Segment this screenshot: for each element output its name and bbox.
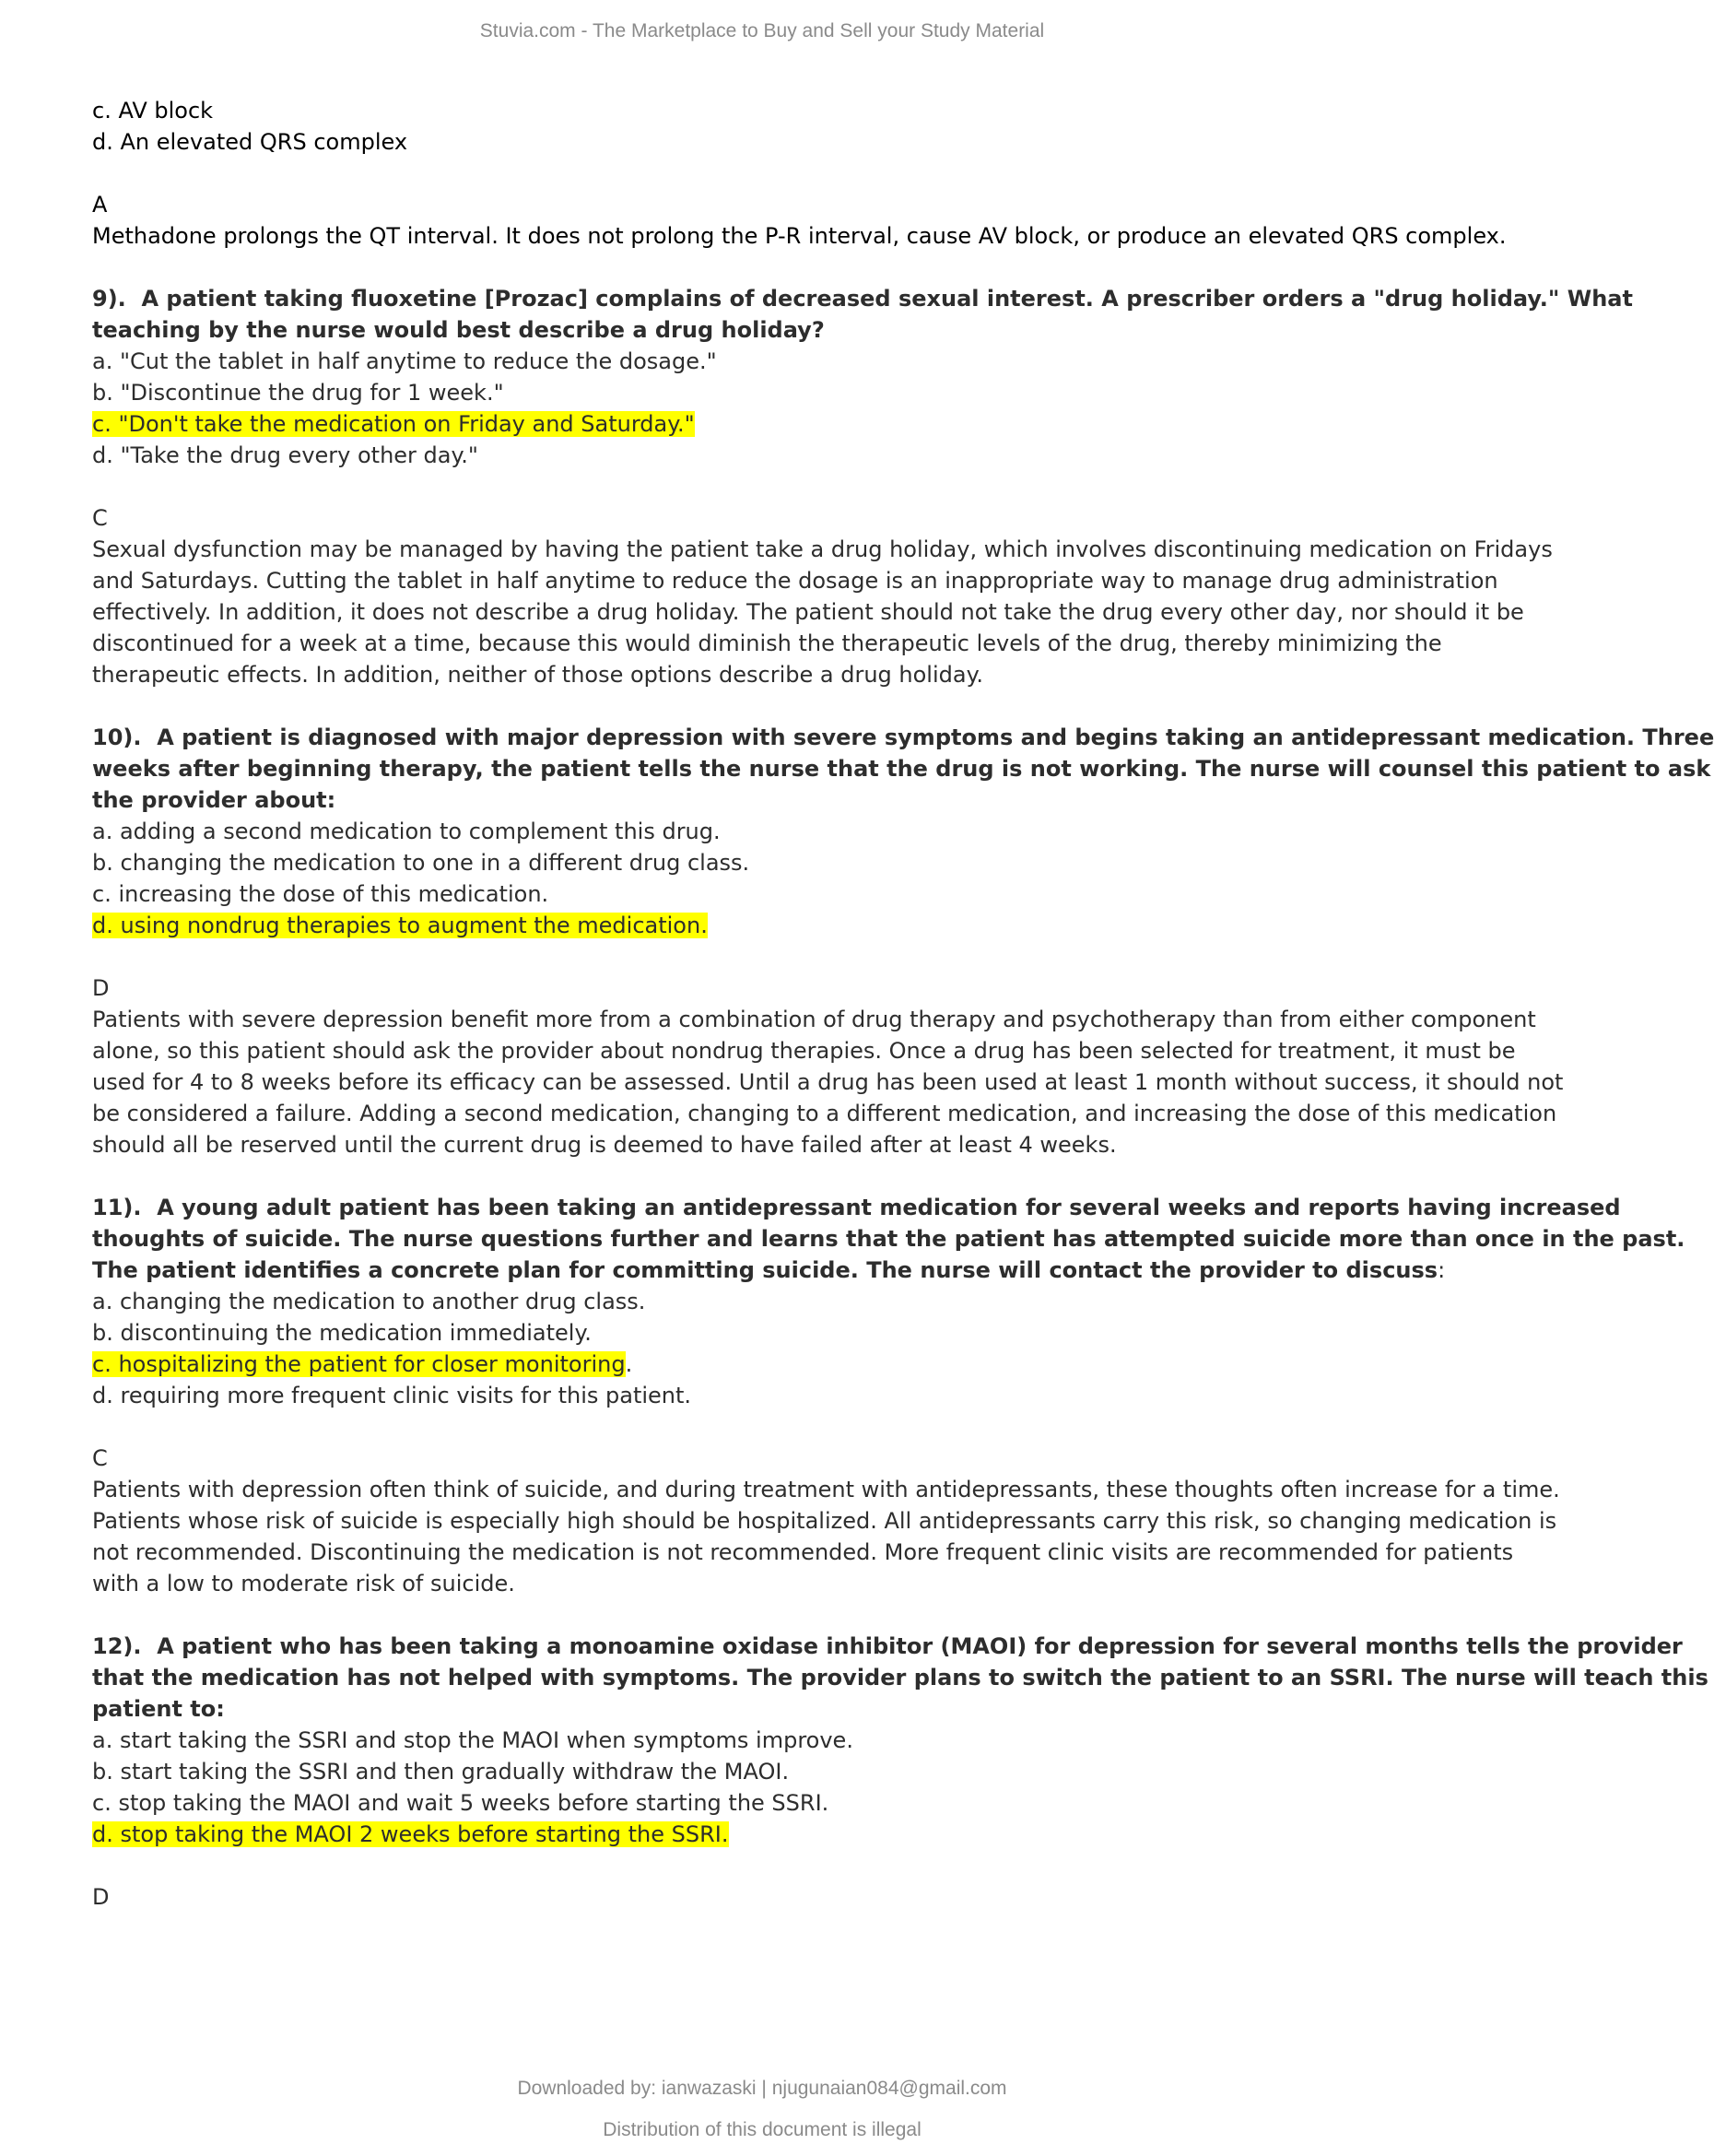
- q10-rationale-line-1: Patients with severe depression benefit more from a combination of drug therapy and psychotherapy than from either component: [92, 1007, 1536, 1032]
- q9-rationale-line-5: therapeutic effects. In addition, neither of those options describe a drug holiday.: [92, 662, 983, 688]
- q9-answer: C: [92, 505, 108, 531]
- q9-option-c-highlighted: c. "Don't take the medication on Friday and Saturday.": [92, 411, 695, 437]
- q9-option-b: b. "Discontinue the drug for 1 week.": [92, 380, 504, 406]
- q12-stem-line-3: patient to:: [92, 1696, 225, 1722]
- q11-rationale-line-1: Patients with depression often think of suicide, and during treatment with antidepressants, these thoughts often increase for a time.: [92, 1477, 1560, 1502]
- q10-option-a: a. adding a second medication to complement this drug.: [92, 819, 721, 844]
- q9-rationale-line-3: effectively. In addition, it does not describe a drug holiday. The patient should not take the drug every other day, nor should it be: [92, 599, 1524, 625]
- q9-rationale-line-1: Sexual dysfunction may be managed by having the patient take a drug holiday, which involves discontinuing medication on Fridays: [92, 536, 1553, 562]
- q9-stem-line-2: teaching by the nurse would best describe a drug holiday?: [92, 317, 825, 343]
- q11-option-c-highlighted: c. hospitalizing the patient for closer monitoring: [92, 1351, 626, 1377]
- q12-option-c: c. stop taking the MAOI and wait 5 weeks before starting the SSRI.: [92, 1790, 829, 1816]
- q11-option-c-period: .: [625, 1351, 633, 1377]
- q10-option-c: c. increasing the dose of this medication.: [92, 881, 549, 907]
- distribution-notice: Distribution of this document is illegal: [603, 2119, 922, 2140]
- q10-stem-line-2: weeks after beginning therapy, the patient tells the nurse that the drug is not working. The nurse will counsel this patient to ask: [92, 756, 1711, 782]
- q11-rationale-line-3: not recommended. Discontinuing the medication is not recommended. More frequent clinic visits are recommended for patients: [92, 1539, 1514, 1565]
- q11-rationale-line-2: Patients whose risk of suicide is especially high should be hospitalized. All antidepressants carry this risk, so changing medication is: [92, 1508, 1557, 1534]
- document-body: [92, 95, 1714, 1913]
- q12-option-a: a. start taking the SSRI and stop the MAOI when symptoms improve.: [92, 1727, 853, 1753]
- q11-stem-line-3: The patient identifies a concrete plan for committing suicide. The nurse will contact the provider to discuss: [92, 1257, 1438, 1283]
- q11-stem-line-1: 11). A young adult patient has been taking an antidepressant medication for several weeks and reports having increased: [92, 1195, 1621, 1220]
- q12-option-b: b. start taking the SSRI and then gradually withdraw the MAOI.: [92, 1759, 790, 1785]
- q11-stem-colon: :: [1438, 1257, 1446, 1283]
- q9-rationale-line-4: discontinued for a week at a time, because this would diminish the therapeutic levels of the drug, thereby minimizing the: [92, 630, 1442, 656]
- q12-option-d-highlighted: d. stop taking the MAOI 2 weeks before starting the SSRI.: [92, 1821, 729, 1847]
- q10-option-b: b. changing the medication to one in a different drug class.: [92, 850, 750, 876]
- q10-stem-line-1: 10). A patient is diagnosed with major depression with severe symptoms and begins taking an antidepressant medication. Three: [92, 725, 1714, 750]
- q10-rationale-line-5: should all be reserved until the current drug is deemed to have failed after at least 4 weeks.: [92, 1132, 1117, 1158]
- q11-option-b: b. discontinuing the medication immediately.: [92, 1320, 592, 1346]
- q8-option-d: d. An elevated QRS complex: [92, 129, 408, 155]
- q11-option-d: d. requiring more frequent clinic visits for this patient.: [92, 1383, 692, 1408]
- q11-rationale-line-4: with a low to moderate risk of suicide.: [92, 1571, 515, 1596]
- q12-stem-line-1: 12). A patient who has been taking a monoamine oxidase inhibitor (MAOI) for depression for several months tells the provider: [92, 1633, 1683, 1659]
- q10-rationale-line-3: used for 4 to 8 weeks before its efficacy can be assessed. Until a drug has been used at least 1 month without success, it should not: [92, 1069, 1564, 1095]
- q10-answer: D: [92, 975, 110, 1001]
- q12-answer: D: [92, 1884, 110, 1910]
- q9-rationale-line-2: and Saturdays. Cutting the tablet in half anytime to reduce the dosage is an inappropriate way to manage drug administration: [92, 568, 1498, 594]
- q10-option-d-highlighted: d. using nondrug therapies to augment the medication.: [92, 913, 708, 938]
- q10-stem-line-3: the provider about:: [92, 787, 336, 813]
- q8-rationale: Methadone prolongs the QT interval. It does not prolong the P-R interval, cause AV block, or produce an elevated QRS complex.: [92, 223, 1507, 249]
- q8-answer: A: [92, 192, 108, 218]
- stuvia-header: Stuvia.com - The Marketplace to Buy and Sell your Study Material: [479, 20, 1045, 41]
- q12-stem-line-2: that the medication has not helped with symptoms. The provider plans to switch the patient to an SSRI. The nurse will teach this: [92, 1665, 1708, 1691]
- q9-option-a: a. "Cut the tablet in half anytime to reduce the dosage.": [92, 348, 717, 374]
- q11-option-a: a. changing the medication to another drug class.: [92, 1289, 646, 1314]
- downloaded-by-footer: Downloaded by: ianwazaski | njugunaian084@gmail.com: [517, 2078, 1007, 2099]
- q9-stem-line-1: 9). A patient taking fluoxetine [Prozac] complains of decreased sexual interest. A prescriber orders a "drug holiday." What: [92, 286, 1633, 312]
- q8-option-c: c. AV block: [92, 98, 214, 124]
- q10-rationale-line-2: alone, so this patient should ask the provider about nondrug therapies. Once a drug has been selected for treatment, it must be: [92, 1038, 1516, 1064]
- q11-answer: C: [92, 1445, 108, 1471]
- q9-option-d: d. "Take the drug every other day.": [92, 442, 478, 468]
- q10-rationale-line-4: be considered a failure. Adding a second medication, changing to a different medication, and increasing the dose of this medication: [92, 1101, 1557, 1126]
- q11-stem-line-2: thoughts of suicide. The nurse questions further and learns that the patient has attempted suicide more than once in the past.: [92, 1226, 1685, 1252]
